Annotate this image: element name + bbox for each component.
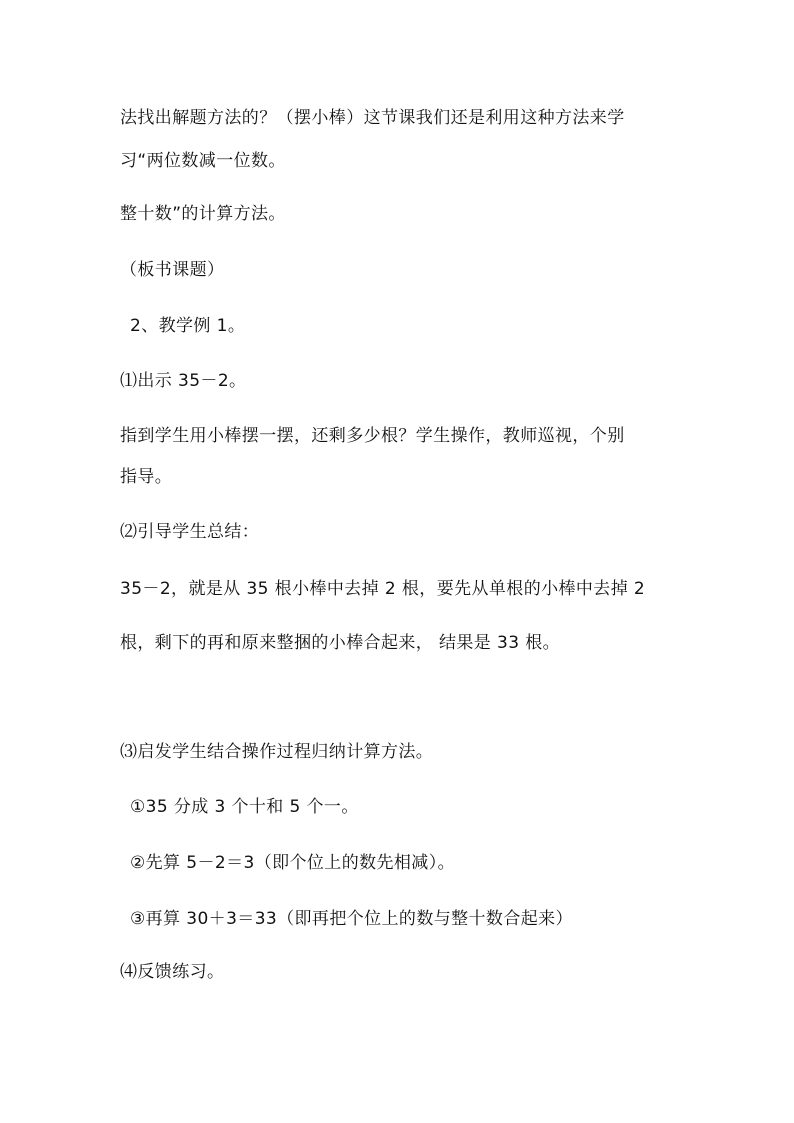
text-line-11: 根，剩下的再和原来整捆的小棒合起来， 结果是 33 根。: [120, 633, 561, 653]
text-line-9: ⑵引导学生总结：: [120, 522, 260, 542]
text-line-3: 整十数”的计算方法。: [120, 204, 286, 224]
text-line-13: ①35 分成 3 个十和 5 个一。: [130, 797, 359, 817]
text-line-5: 2、教学例 1。: [130, 316, 246, 336]
text-line-7: 指到学生用小棒摆一摆，还剩多少根？学生操作，教师巡视，个别: [120, 426, 625, 446]
text-line-1: 法找出解题方法的？（摆小棒）这节课我们还是利用这种方法来学: [120, 108, 625, 128]
text-line-15: ③再算 30＋3＝33（即再把个位上的数与整十数合起来）: [130, 909, 573, 929]
text-line-6: ⑴出示 35－2。: [120, 371, 247, 391]
text-line-4: （板书课题）: [120, 260, 225, 280]
text-line-14: ②先算 5－2＝3（即个位上的数先相减）。: [130, 853, 455, 873]
text-line-16: ⑷反馈练习。: [120, 962, 225, 982]
text-line-2: 习“两位数减一位数。: [120, 151, 286, 171]
text-line-10: 35－2，就是从 35 根小棒中去掉 2 根，要先从单根的小棒中去掉 2: [120, 579, 646, 599]
text-line-12: ⑶启发学生结合操作过程归纳计算方法。: [120, 742, 434, 762]
text-line-8: 指导。: [120, 467, 173, 487]
